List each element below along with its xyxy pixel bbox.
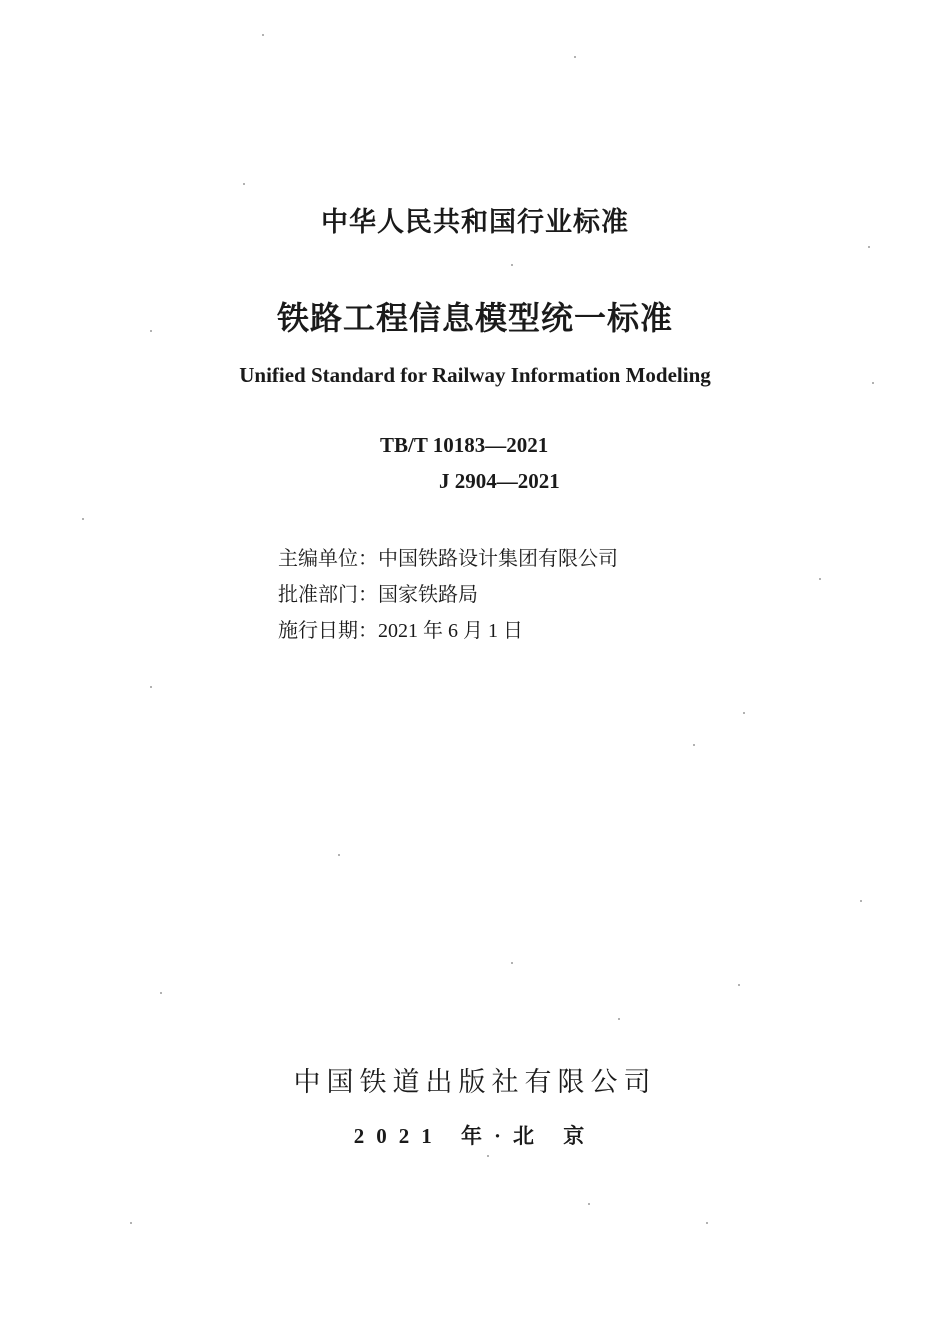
publisher-name: 中国铁道出版社有限公司 [293, 1067, 657, 1097]
scan-speck [819, 578, 821, 580]
standard-code-tb: TB/T 10183—2021 [380, 433, 549, 457]
scan-speck [262, 34, 264, 36]
scan-speck [618, 1018, 620, 1020]
scan-speck [706, 1222, 708, 1224]
info-approving-department: 批准部门：国家铁路局 [278, 584, 478, 606]
info-effective-date: 施行日期：2021 年 6 月 1 日 [278, 620, 523, 642]
scan-speck [588, 1203, 590, 1205]
standard-category: 中华人民共和国行业标准 [321, 207, 629, 238]
scan-speck [150, 330, 152, 332]
publication-year-place: 2021 年·北 京 [353, 1124, 597, 1148]
scan-speck [574, 56, 576, 58]
scan-speck [872, 382, 874, 384]
scan-speck [82, 518, 84, 520]
scan-speck [693, 744, 695, 746]
scan-speck [860, 900, 862, 902]
scan-speck [511, 962, 513, 964]
info-chief-editor-unit: 主编单位：中国铁路设计集团有限公司 [278, 548, 618, 570]
scan-speck [338, 854, 340, 856]
scan-speck [150, 686, 152, 688]
standard-title-chinese: 铁路工程信息模型统一标准 [276, 299, 673, 337]
standard-title-english: Unified Standard for Railway Information Modeling [239, 363, 711, 387]
scan-speck [511, 264, 513, 266]
scan-speck [160, 992, 162, 994]
scan-speck [130, 1222, 132, 1224]
standard-code-j: J 2904—2021 [439, 469, 560, 493]
scan-speck [743, 712, 745, 714]
scan-speck [243, 183, 245, 185]
scan-speck [487, 1155, 489, 1157]
scan-speck [738, 984, 740, 986]
scan-speck [868, 246, 870, 248]
